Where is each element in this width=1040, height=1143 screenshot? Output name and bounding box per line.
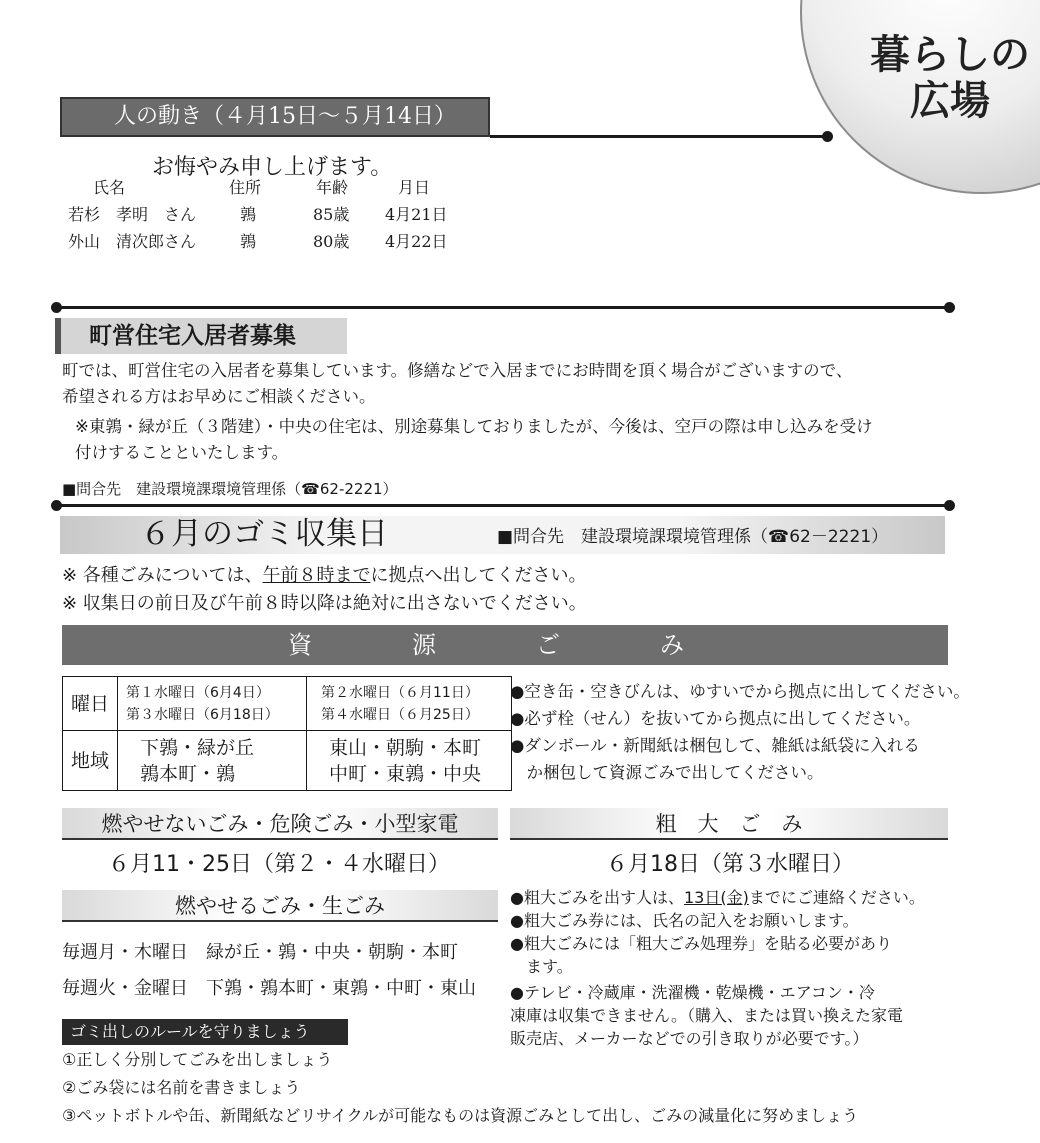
column-name: 氏名 bbox=[93, 178, 126, 197]
divider-dot bbox=[944, 500, 955, 511]
nonburnable-date: ６月11・25日（第２・４水曜日） bbox=[108, 852, 450, 877]
nonburnable-header-bar bbox=[62, 808, 498, 840]
column-age: 年齢 bbox=[316, 178, 349, 197]
schedule-cell: 第１水曜日（6月4日） 第３水曜日（6月18日） bbox=[118, 677, 307, 731]
divider-dot bbox=[944, 302, 955, 313]
list-item: か梱包して資源ごみで出してください。 bbox=[510, 763, 824, 782]
divider bbox=[55, 504, 948, 507]
row-address: 鶉 bbox=[240, 232, 257, 251]
list-item: ●空き缶・空きびんは、ゆすいでから拠点に出してください。 bbox=[510, 682, 970, 701]
row-address: 鶉 bbox=[240, 205, 257, 224]
garbage-note: ※ 各種ごみについては、午前８時までに拠点へ出してください。 bbox=[62, 565, 587, 586]
row-date: 4月22日 bbox=[385, 232, 448, 251]
divider-dot bbox=[822, 131, 833, 142]
condolence-text: お悔やみ申し上げます。 bbox=[152, 155, 393, 180]
schedule-cell: 東山・朝駒・本町 中町・東鶉・中央 bbox=[307, 731, 512, 791]
burnable-schedule bbox=[62, 935, 476, 1007]
housing-contact: ■問合先 建設環境課環境管理係（☎62-2221） bbox=[62, 480, 398, 498]
list-item: ●粗大ごみ券には、氏名の記入をお願いします。 bbox=[510, 911, 859, 930]
resource-schedule-table bbox=[62, 676, 512, 791]
housing-paragraph: 町では、町営住宅の入居者を募集しています。修繕などで入居までにお時間を頂く場合がございますので、 bbox=[62, 361, 853, 380]
garbage-contact: ■問合先 建設環境課環境管理係（☎62－2221） bbox=[497, 527, 889, 547]
housing-note: ※東鶉・緑が丘（３階建）・中央の住宅は、別途募集しておりましたが、今後は、空戸の際は申し込みを受け bbox=[75, 417, 873, 436]
rules-list bbox=[62, 1046, 858, 1130]
rules-header: ゴミ出しのルールを守りましょう bbox=[62, 1019, 348, 1045]
schedule-day-label: 曜日 bbox=[63, 677, 118, 731]
list-item: ●粗大ごみには「粗大ごみ処理券」を貼る必要があり bbox=[510, 934, 892, 953]
list-item: ます。 bbox=[510, 957, 573, 976]
list-item: ●ダンボール・新聞紙は梱包して、雑紙は紙袋に入れる bbox=[510, 736, 920, 755]
row-date: 4月21日 bbox=[385, 205, 448, 224]
list-item: 凍庫は収集できません。（購入、または買い換えた家電 bbox=[510, 1006, 903, 1025]
divider bbox=[55, 306, 948, 309]
resource-notes bbox=[510, 678, 970, 786]
corner-badge-title: 暮らしの 広場 bbox=[870, 32, 1030, 124]
bulky-date: ６月18日（第３水曜日） bbox=[606, 852, 854, 877]
list-item: ●テレビ・冷蔵庫・洗濯機・乾燥機・エアコン・冷 bbox=[510, 983, 875, 1002]
list-item: ①正しく分別してごみを出しましょう bbox=[62, 1050, 333, 1069]
divider bbox=[490, 135, 825, 138]
burnable-header-bar bbox=[62, 890, 498, 922]
garbage-note: ※ 収集日の前日及び午前８時以降は絶対に出さないでください。 bbox=[62, 593, 587, 614]
row-age: 80歳 bbox=[313, 232, 350, 251]
list-item: 毎週火・金曜日 下鶉・鶉本町・東鶉・中町・東山 bbox=[62, 978, 476, 999]
row-name: 若杉 孝明 さん bbox=[68, 205, 197, 224]
nonburnable-header: 燃やせないごみ・危険ごみ・小型家電 bbox=[101, 812, 459, 836]
row-age: 85歳 bbox=[313, 205, 350, 224]
garbage-title: ６月のゴミ収集日 bbox=[140, 516, 388, 552]
list-item: ③ペットボトルや缶、新聞紙などリサイクルが可能なものは資源ごみとして出し、ごみの減量化に努めましょう bbox=[62, 1106, 859, 1125]
bulky-notes bbox=[510, 886, 950, 1050]
bulky-header-bar bbox=[510, 808, 948, 840]
schedule-cell: 第２水曜日（６月11日） 第４水曜日（６月25日） bbox=[307, 677, 512, 731]
list-item: ●必ず栓（せん）を抜いてから拠点に出してください。 bbox=[510, 709, 921, 728]
housing-note: 付けすることといたします。 bbox=[75, 443, 289, 462]
burnable-header: 燃やせるごみ・生ごみ bbox=[175, 894, 385, 918]
housing-header: 町営住宅入居者募集 bbox=[55, 318, 347, 354]
list-item: ②ごみ袋には名前を書きましょう bbox=[62, 1078, 301, 1097]
schedule-area-label: 地域 bbox=[63, 731, 118, 791]
row-name: 外山 清次郎さん bbox=[68, 232, 197, 251]
housing-paragraph: 希望される方はお早めにご相談ください。 bbox=[62, 387, 376, 406]
list-item: 毎週月・木曜日 緑が丘・鶉・中央・朝駒・本町 bbox=[62, 942, 458, 963]
column-date: 月日 bbox=[398, 178, 431, 197]
bulky-header: 粗 大 ご み bbox=[655, 812, 803, 836]
column-address: 住所 bbox=[229, 178, 262, 197]
list-item: ●粗大ごみを出す人は、13日(金)までにご連絡ください。 bbox=[510, 888, 925, 907]
schedule-cell: 下鶉・緑が丘 鶉本町・鶉 bbox=[118, 731, 307, 791]
resource-header: 資 源 ご み bbox=[62, 625, 948, 665]
movement-header: 人の動き（４月15日～５月14日） bbox=[60, 97, 490, 137]
list-item: 販売店、メーカーなどでの引き取りが必要です。） bbox=[510, 1029, 869, 1048]
